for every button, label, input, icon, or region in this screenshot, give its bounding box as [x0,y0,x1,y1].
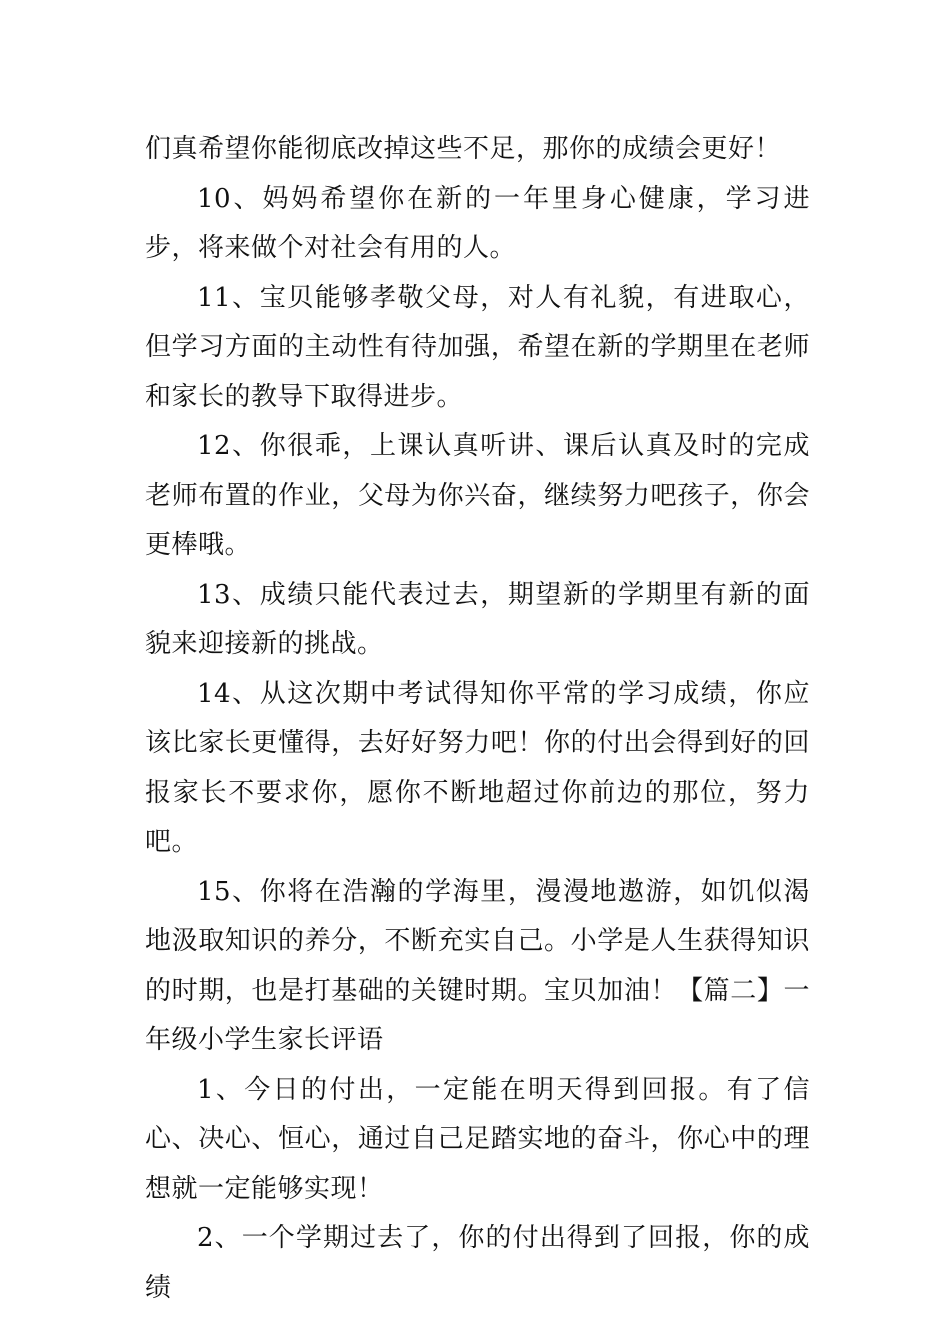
paragraph-item-11: 11、宝贝能够孝敬父母，对人有礼貌，有进取心，但学习方面的主动性有待加强，希望在新的学期里在老师和家长的教导下取得进步。 [145,282,810,412]
paragraph-item-10: 10、妈妈希望你在新的一年里身心健康，学习进步，将来做个对社会有用的人。 [145,183,810,263]
paragraph-item-2: 2、一个学期过去了，你的付出得到了回报，你的成绩 [145,1223,810,1303]
paragraph-item-12: 12、你很乖，上课认真听讲、课后认真及时的完成老师布置的作业，父母为你兴奋，继续努力吧孩子，你会更棒哦。 [145,431,810,560]
paragraph-item-1: 1、今日的付出，一定能在明天得到回报。有了信心、决心、恒心，通过自己足踏实地的奋斗，你心中的理想就一定能够实现！ [145,1074,810,1204]
paragraph-continuation: 们真希望你能彻底改掉这些不足，那你的成绩会更好！ [145,134,782,164]
paragraph-item-14: 14、从这次期中考试得知你平常的学习成绩，你应该比家长更懂得，去好好努力吧！你的付出会得到好的回报家长不要求你，愿你不断地超过你前边的那位，努力吧。 [145,678,810,857]
paragraph-item-13: 13、成绩只能代表过去，期望新的学期里有新的面貌来迎接新的挑战。 [145,579,810,659]
paragraph-item-15: 15、你将在浩瀚的学海里，漫漫地遨游，如饥似渴地汲取知识的养分，不断充实自己。小学是人生获得知识的时期，也是打基础的关键时期。宝贝加油！【篇二】一年级小学生家长评语 [145,876,810,1055]
document-body [145,125,810,1313]
